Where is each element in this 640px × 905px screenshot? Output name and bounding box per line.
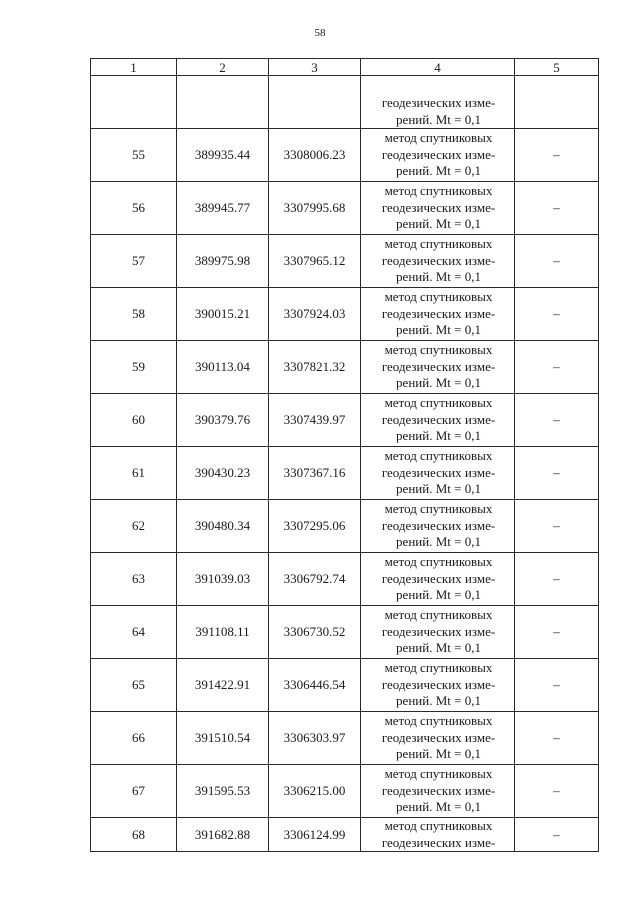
x-coordinate-cell: 391108.11: [177, 606, 269, 659]
note-cell: –: [515, 553, 599, 606]
y-coordinate-cell: 3307995.68: [269, 182, 361, 235]
method-line: рений. Mt = 0,1: [396, 322, 481, 338]
empty-cell: [515, 76, 599, 129]
method-cell: [361, 765, 515, 818]
header-cell: 2: [177, 59, 269, 76]
method-line: рений. Mt = 0,1: [396, 216, 481, 232]
method-line: рений. Mt = 0,1: [396, 163, 481, 179]
method-line: геодезических изме-: [381, 305, 496, 321]
method-cell: [361, 182, 515, 235]
method-line: геодезических изме-: [381, 95, 496, 110]
y-coordinate-cell: 3307821.32: [269, 341, 361, 394]
table-row: [91, 606, 599, 659]
method-line: метод спутниковых: [384, 448, 493, 464]
x-coordinate-cell: 390480.34: [177, 500, 269, 553]
method-line: рений. Mt = 0,1: [396, 111, 481, 127]
method-line: геодезических изме-: [381, 517, 496, 533]
method-cell: [361, 129, 515, 182]
method-line: рений. Mt = 0,1: [396, 640, 481, 656]
method-cell: [361, 447, 515, 500]
point-number-cell: 59: [91, 341, 177, 394]
table-row: [91, 712, 599, 765]
table-row: [91, 765, 599, 818]
method-line: метод спутниковых: [384, 395, 493, 411]
note-cell: –: [515, 712, 599, 765]
method-line: метод спутниковых: [384, 183, 493, 199]
table-header-row: [91, 59, 599, 76]
method-line: геодезических изме-: [381, 146, 496, 162]
table-row: [91, 129, 599, 182]
table-row: [91, 235, 599, 288]
table-row: [91, 182, 599, 235]
method-line: рений. Mt = 0,1: [396, 481, 481, 497]
method-line: геодезических изме-: [381, 358, 496, 374]
method-line: рений. Mt = 0,1: [396, 587, 481, 603]
method-line: метод спутниковых: [384, 607, 493, 623]
note-cell: –: [515, 500, 599, 553]
method-cell: [361, 606, 515, 659]
point-number-cell: 67: [91, 765, 177, 818]
method-cell: [361, 500, 515, 553]
y-coordinate-cell: 3306730.52: [269, 606, 361, 659]
table-row: [91, 394, 599, 447]
y-coordinate-cell: 3306792.74: [269, 553, 361, 606]
y-coordinate-cell: 3307295.06: [269, 500, 361, 553]
header-cell: 4: [361, 59, 515, 76]
note-cell: –: [515, 235, 599, 288]
table-row: [91, 818, 599, 852]
method-line: геодезических изме-: [381, 570, 496, 586]
method-line: рений. Mt = 0,1: [396, 746, 481, 762]
method-line: рений. Mt = 0,1: [396, 269, 481, 285]
y-coordinate-cell: 3307924.03: [269, 288, 361, 341]
point-number-cell: 56: [91, 182, 177, 235]
method-line: геодезических изме-: [381, 729, 496, 745]
x-coordinate-cell: 389935.44: [177, 129, 269, 182]
point-number-cell: 66: [91, 712, 177, 765]
point-number-cell: 57: [91, 235, 177, 288]
method-line: метод спутниковых: [384, 766, 493, 782]
table-row: [91, 341, 599, 394]
method-line: геодезических изме-: [381, 834, 496, 850]
method-cell: [361, 235, 515, 288]
point-number-cell: 55: [91, 129, 177, 182]
header-cell: 5: [515, 59, 599, 76]
y-coordinate-cell: 3306215.00: [269, 765, 361, 818]
note-cell: –: [515, 606, 599, 659]
x-coordinate-cell: 391039.03: [177, 553, 269, 606]
method-line: геодезических изме-: [381, 782, 496, 798]
note-cell: –: [515, 341, 599, 394]
method-line: геодезических изме-: [381, 199, 496, 215]
method-line: метод спутниковых: [384, 554, 493, 570]
note-cell: –: [515, 182, 599, 235]
method-line: геодезических изме-: [381, 411, 496, 427]
empty-cell: [269, 76, 361, 129]
note-cell: –: [515, 447, 599, 500]
method-line: метод спутниковых: [384, 660, 493, 676]
method-cell: [361, 76, 515, 129]
table-row: [91, 659, 599, 712]
method-cell: [361, 288, 515, 341]
x-coordinate-cell: 389975.98: [177, 235, 269, 288]
point-number-cell: 61: [91, 447, 177, 500]
method-line: рений. Mt = 0,1: [396, 375, 481, 391]
table-row: [91, 500, 599, 553]
x-coordinate-cell: 390113.04: [177, 341, 269, 394]
method-cell: [361, 341, 515, 394]
method-line: рений. Mt = 0,1: [396, 428, 481, 444]
method-line: метод спутниковых: [384, 818, 493, 833]
x-coordinate-cell: 390015.21: [177, 288, 269, 341]
header-cell: 1: [91, 59, 177, 76]
method-cell: [361, 659, 515, 712]
empty-cell: [91, 76, 177, 129]
y-coordinate-cell: 3306446.54: [269, 659, 361, 712]
method-line: метод спутниковых: [384, 289, 493, 305]
note-cell: –: [515, 818, 599, 852]
method-cell: [361, 818, 515, 852]
table-row-continuation: [91, 76, 599, 129]
point-number-cell: 63: [91, 553, 177, 606]
point-number-cell: 62: [91, 500, 177, 553]
table-row: [91, 553, 599, 606]
page-number: 58: [314, 27, 326, 39]
method-line: геодезических изме-: [381, 676, 496, 692]
coordinates-table: [90, 58, 599, 852]
point-number-cell: 68: [91, 818, 177, 852]
method-line: рений. Mt = 0,1: [396, 534, 481, 550]
method-cell: [361, 553, 515, 606]
y-coordinate-cell: 3308006.23: [269, 129, 361, 182]
method-line: метод спутниковых: [384, 236, 493, 252]
y-coordinate-cell: 3306303.97: [269, 712, 361, 765]
method-line: геодезических изме-: [381, 464, 496, 480]
method-cell: [361, 712, 515, 765]
method-line: геодезических изме-: [381, 623, 496, 639]
empty-cell: [177, 76, 269, 129]
point-number-cell: 64: [91, 606, 177, 659]
x-coordinate-cell: 390430.23: [177, 447, 269, 500]
y-coordinate-cell: 3307367.16: [269, 447, 361, 500]
note-cell: –: [515, 288, 599, 341]
method-line: рений. Mt = 0,1: [396, 799, 481, 815]
x-coordinate-cell: 391422.91: [177, 659, 269, 712]
method-line: геодезических изме-: [381, 252, 496, 268]
note-cell: –: [515, 129, 599, 182]
x-coordinate-cell: 391510.54: [177, 712, 269, 765]
method-line: метод спутниковых: [384, 130, 493, 146]
x-coordinate-cell: 391595.53: [177, 765, 269, 818]
x-coordinate-cell: 390379.76: [177, 394, 269, 447]
y-coordinate-cell: 3307439.97: [269, 394, 361, 447]
method-line: метод спутниковых: [384, 501, 493, 517]
method-cell: [361, 394, 515, 447]
note-cell: –: [515, 765, 599, 818]
y-coordinate-cell: 3307965.12: [269, 235, 361, 288]
point-number-cell: 65: [91, 659, 177, 712]
y-coordinate-cell: 3306124.99: [269, 818, 361, 852]
method-line: рений. Mt = 0,1: [396, 693, 481, 709]
point-number-cell: 60: [91, 394, 177, 447]
point-number-cell: 58: [91, 288, 177, 341]
x-coordinate-cell: 389945.77: [177, 182, 269, 235]
table-row: [91, 288, 599, 341]
method-line: метод спутниковых: [384, 713, 493, 729]
header-cell: 3: [269, 59, 361, 76]
method-line: метод спутниковых: [384, 342, 493, 358]
note-cell: –: [515, 659, 599, 712]
note-cell: –: [515, 394, 599, 447]
x-coordinate-cell: 391682.88: [177, 818, 269, 852]
table-row: [91, 447, 599, 500]
